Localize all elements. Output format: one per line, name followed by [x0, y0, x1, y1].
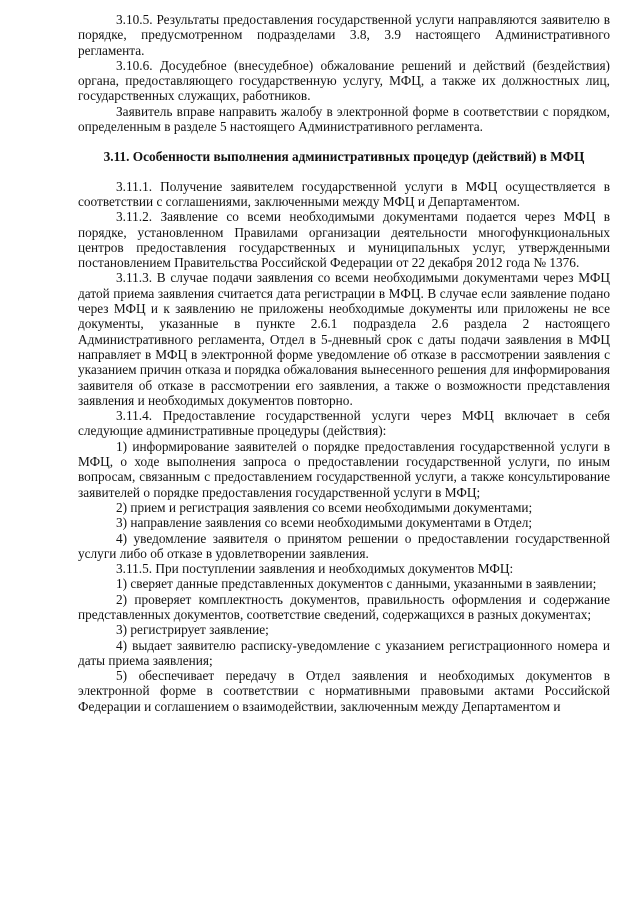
- paragraph: 3.11.5. При поступлении заявления и необходимых документов МФЦ:: [116, 561, 514, 577]
- list-item: 2) проверяет комплектность документов, правильность оформления и содержание представленных документов, соответствие сведений, содержащихся в разных документах;: [78, 591, 610, 622]
- paragraph-group-3-10: [78, 12, 610, 134]
- paragraph-group-3-11: [78, 179, 610, 714]
- list-item: 5) обеспечивает передачу в Отдел заявления и необходимых документов в электронной форме в соответствии с нормативными правовыми актами Российской Федерации и соглашением о взаимодействии, заключенным между Департаментом и: [78, 668, 610, 714]
- list-item: 1) сверяет данные представленных документов с данными, указанными в заявлении;: [116, 576, 597, 592]
- paragraph: Заявитель вправе направить жалобу в электронной форме в соответствии с порядком, определенным в разделе 5 настоящего Административного регламента.: [78, 103, 610, 135]
- paragraph: 3.11.1. Получение заявителем государственной услуги в МФЦ осуществляется в соответствии с соглашениями, заключенными между МФЦ и Департаментом.: [78, 178, 610, 209]
- list-item: 3) регистрирует заявление;: [116, 622, 269, 638]
- paragraph: 3.10.6. Досудебное (внесудебное) обжалование решений и действий (бездействия) органа, предоставляющего государственную услугу, МФЦ, а также их должностных лиц, государственных служащих, работников.: [78, 57, 610, 104]
- paragraph: 3.11.3. В случае подачи заявления со всеми необходимыми документами через МФЦ датой приема заявления считается дата регистрации в МФЦ. В случае если заявление подано через МФЦ и к заявлению не приложены необходимые документы или приложены не все документы, указанные в пункте 2.6.1 подраздела 2.6 раздела 2 настоящего Административного регламента, Отдел в 5-дневный срок с даты подачи заявления в МФЦ направляет в МФЦ в электронной форме уведомление об отказе в рассмотрении заявления с указанием причин отказа и порядка обжалования вынесенного решения для информирования заявителя об отказе в рассмотрении его заявления, а также о возможности представления заявления и необходимых документов повторно.: [78, 270, 610, 408]
- list-item: 1) информирование заявителей о порядке предоставления государственной услуги в МФЦ, о ходе выполнения запроса о предоставлении государственной услуги, по иным вопросам, связанным с предоставлением государственной услуги, а также консультирование заявителей о порядке предоставления государственной услуги в МФЦ;: [78, 438, 610, 500]
- list-item: 4) выдает заявителю расписку-уведомление с указанием регистрационного номера и даты приема заявления;: [78, 637, 610, 668]
- paragraph: 3.11.2. Заявление со всеми необходимыми документами подается через МФЦ в порядке, установленном Правилами организации деятельности многофункциональных центров предоставления государственных и муниципальных услуг, утвержденными постановлением Правительства Российской Федерации от 22 декабря 2012 года № 1376.: [78, 209, 610, 271]
- paragraph: 3.11.4. Предоставление государственной услуги через МФЦ включает в себя следующие административные процедуры (действия):: [78, 408, 610, 439]
- list-item: 3) направление заявления со всеми необходимыми документами в Отдел;: [116, 515, 533, 531]
- list-item: 4) уведомление заявителя о принятом решении о предоставлении государственной услуги либо об отказе в удовлетворении заявления.: [78, 530, 610, 561]
- paragraph: 3.10.5. Результаты предоставления государственной услуги направляются заявителю в порядке, предусмотренном подразделами 3.8, 3.9 настоящего Административного регламента.: [78, 12, 610, 58]
- section-heading: 3.11. Особенности выполнения административных процедур (действий) в МФЦ: [103, 149, 585, 165]
- list-item: 2) прием и регистрация заявления со всеми необходимыми документами;: [116, 499, 533, 515]
